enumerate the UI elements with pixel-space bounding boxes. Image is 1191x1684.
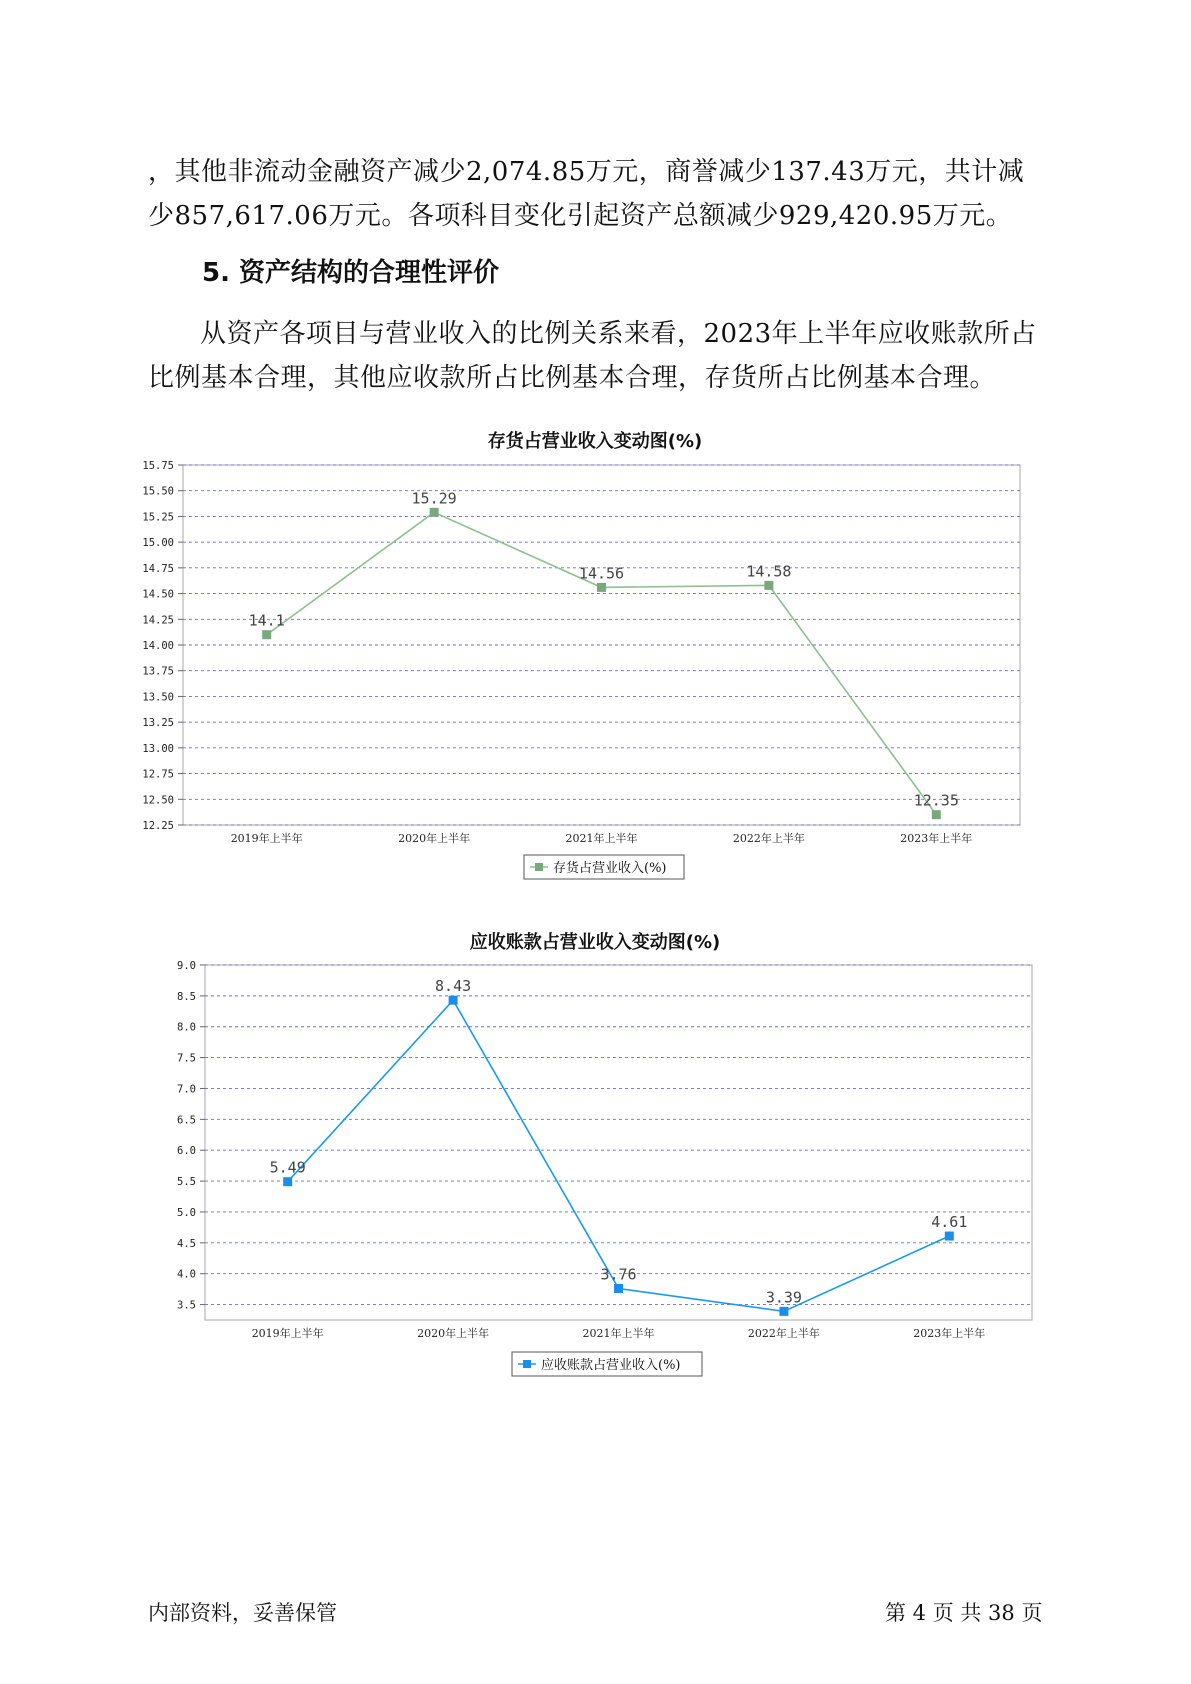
y-tick-label: 7.0 — [177, 1083, 196, 1096]
data-label: 4.61 — [931, 1213, 968, 1232]
data-point — [449, 996, 458, 1005]
data-point — [597, 583, 606, 592]
y-tick-label: 14.50 — [142, 588, 174, 601]
y-tick-label: 5.5 — [177, 1176, 196, 1189]
plot-area — [183, 465, 1020, 825]
data-label: 14.56 — [578, 564, 625, 583]
y-tick-label: 4.5 — [177, 1237, 196, 1250]
paragraph-structure-evaluation: 从资产各项目与营业收入的比例关系来看，2023年上半年应收账款所占比例基本合理，其他应收款所占比例基本合理，存货所占比例基本合理。 — [148, 319, 1037, 393]
data-label: 15.29 — [411, 489, 457, 508]
x-tick-label: 2019年上半年 — [230, 832, 303, 845]
inventory-ratio-chart — [0, 425, 1191, 895]
y-tick-label: 14.25 — [142, 614, 174, 627]
data-point — [430, 508, 439, 517]
y-tick-label: 9.0 — [177, 960, 196, 972]
x-tick-label: 2021年上半年 — [582, 1327, 655, 1340]
y-tick-label: 15.25 — [142, 511, 174, 524]
y-tick-label: 13.00 — [142, 742, 174, 755]
series-line — [267, 512, 937, 814]
y-tick-label: 13.50 — [142, 691, 174, 704]
y-tick-label: 14.75 — [142, 562, 174, 575]
y-tick-label: 13.75 — [142, 665, 174, 678]
data-label: 14.1 — [248, 611, 285, 630]
data-point — [283, 1177, 292, 1186]
data-label: 5.49 — [269, 1158, 306, 1177]
chart-title: 存货占营业收入变动图(%) — [487, 431, 703, 452]
y-tick-label: 15.50 — [142, 485, 174, 498]
data-point — [614, 1284, 623, 1293]
legend-marker — [535, 863, 543, 871]
y-tick-label: 12.25 — [142, 820, 174, 832]
y-tick-label: 5.0 — [177, 1206, 196, 1219]
legend-label: 存货占营业收入(%) — [553, 861, 667, 876]
x-tick-label: 2020年上半年 — [398, 832, 471, 845]
y-tick-label: 8.0 — [177, 1021, 196, 1034]
x-tick-label: 2022年上半年 — [747, 1327, 820, 1340]
section-heading: 5. 资产结构的合理性评价 — [202, 258, 500, 288]
y-tick-label: 12.75 — [142, 768, 174, 781]
data-label: 14.58 — [746, 562, 792, 581]
footer-confidential-note: 内部资料，妥善保管 — [148, 1601, 337, 1625]
paragraph-asset-change: ，其他非流动金融资产减少2,074.85万元，商誉减少137.43万元，共计减少857,617.06万元。各项科目变化引起资产总额减少929,420.95万元。 — [148, 157, 1025, 231]
legend-marker — [523, 1360, 531, 1368]
x-tick-label: 2019年上半年 — [251, 1327, 324, 1340]
y-tick-label: 15.00 — [142, 537, 174, 550]
y-tick-label: 6.5 — [177, 1114, 196, 1127]
footer-page-number: 第 4 页 共 38 页 — [885, 1601, 1043, 1625]
y-tick-label: 13.25 — [142, 717, 174, 730]
x-tick-label: 2023年上半年 — [900, 832, 973, 845]
data-point — [945, 1232, 954, 1241]
data-label: 8.43 — [435, 977, 472, 996]
y-tick-label: 15.75 — [142, 460, 174, 472]
receivables-ratio-chart — [0, 920, 1191, 1390]
y-tick-label: 4.0 — [177, 1268, 196, 1281]
chart-title: 应收账款占营业收入变动图(%) — [469, 932, 721, 953]
data-point — [779, 1307, 788, 1316]
y-tick-label: 14.00 — [142, 640, 174, 652]
data-point — [262, 630, 271, 639]
y-tick-label: 12.50 — [142, 794, 174, 807]
x-tick-label: 2022年上半年 — [732, 832, 805, 845]
y-tick-label: 6.0 — [177, 1145, 196, 1158]
x-tick-label: 2021年上半年 — [565, 832, 638, 845]
data-point — [764, 581, 773, 590]
data-label: 3.39 — [765, 1288, 802, 1307]
data-label: 3.76 — [600, 1265, 637, 1284]
data-label: 12.35 — [913, 791, 959, 810]
data-point — [932, 810, 941, 819]
y-tick-label: 8.5 — [177, 990, 196, 1003]
legend-label: 应收账款占营业收入(%) — [541, 1358, 681, 1373]
x-tick-label: 2020年上半年 — [417, 1327, 490, 1340]
y-tick-label: 3.5 — [177, 1299, 196, 1312]
x-tick-label: 2023年上半年 — [913, 1327, 986, 1340]
y-tick-label: 7.5 — [177, 1052, 196, 1065]
